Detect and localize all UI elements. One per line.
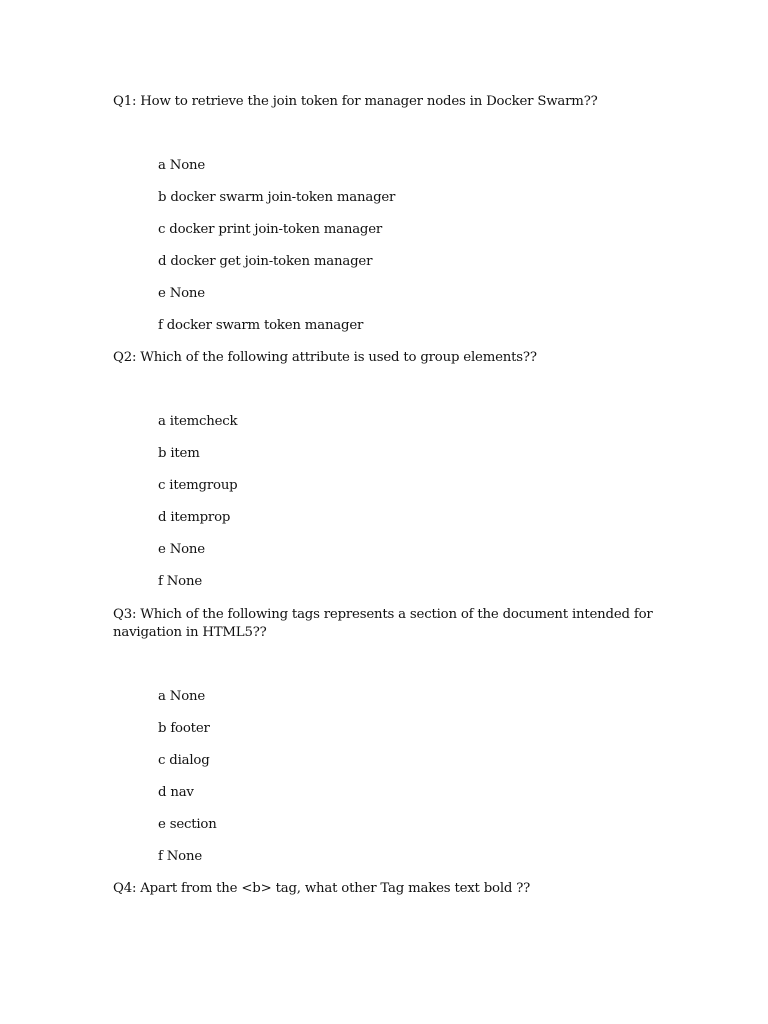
question-2-option-b: b item	[158, 446, 200, 461]
question-1-text: Q1: How to retrieve the join token for manager nodes in Docker Swarm??	[113, 94, 598, 109]
question-4-text: Q4: Apart from the <b> tag, what other Tag makes text bold ??	[113, 881, 531, 896]
question-1-option-c: c docker print join-token manager	[158, 222, 383, 237]
question-3-text-line-1: Q3: Which of the following tags represents a section of the document intended for	[113, 607, 653, 622]
question-2-option-d: d itemprop	[158, 510, 231, 525]
question-2-option-a: a itemcheck	[158, 414, 238, 429]
question-1-option-e: e None	[158, 286, 205, 301]
question-3-option-b: b footer	[158, 721, 210, 736]
question-3-option-d: d nav	[158, 785, 194, 800]
question-3-option-e: e section	[158, 817, 217, 832]
question-1-option-d: d docker get join-token manager	[158, 254, 373, 269]
question-2-text: Q2: Which of the following attribute is used to group elements??	[113, 350, 537, 365]
question-3-text-line-2: navigation in HTML5??	[113, 625, 267, 640]
question-3-option-a: a None	[158, 689, 206, 704]
question-2-option-e: e None	[158, 542, 205, 557]
question-2-option-f: f None	[158, 574, 203, 589]
question-2-option-c: c itemgroup	[158, 478, 238, 493]
question-3-option-c: c dialog	[158, 753, 210, 768]
question-1-option-b: b docker swarm join-token manager	[158, 190, 396, 205]
question-1-option-f: f docker swarm token manager	[158, 318, 364, 333]
question-1-option-a: a None	[158, 158, 206, 173]
question-3-option-f: f None	[158, 849, 203, 864]
